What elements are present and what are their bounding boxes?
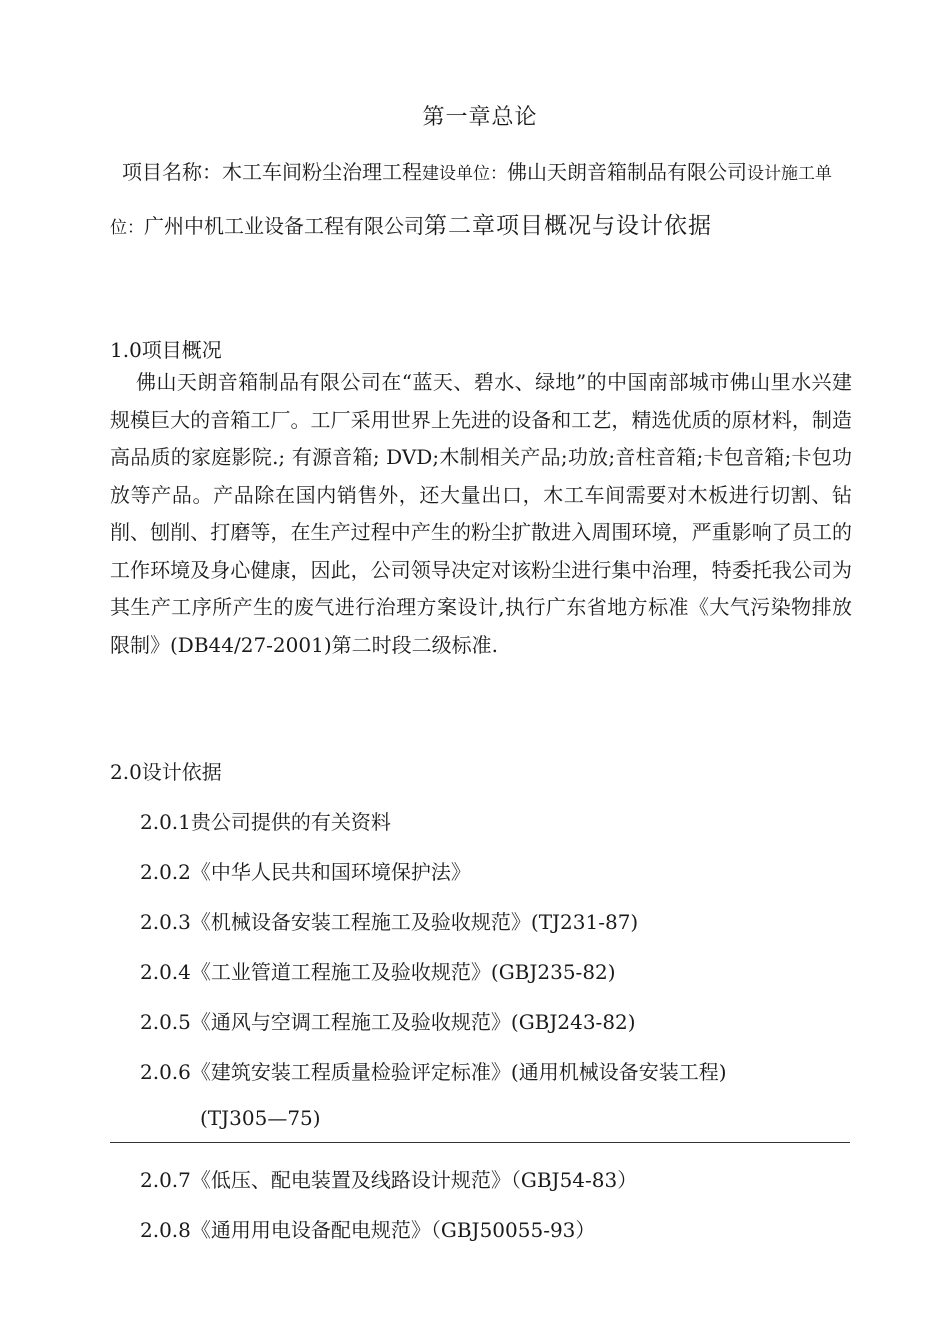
designer-name: 广州中机工业设备工程有限公司 xyxy=(144,214,424,238)
section-2-heading: 2.0设计依据 xyxy=(110,760,222,784)
reference-item: 2.0.5《通风与空调工程施工及验收规范》(GBJ243-82) xyxy=(140,1010,636,1034)
reference-item: 2.0.6《建筑安装工程质量检验评定标准》(通用机械设备安装工程) xyxy=(140,1060,727,1084)
builder-name: 佛山天朗音箱制品有限公司 xyxy=(507,160,747,184)
section-1-heading: 1.0项目概况 xyxy=(110,338,222,362)
horizontal-divider xyxy=(110,1142,850,1143)
designer-label-b: 计施工单位： xyxy=(110,164,832,238)
reference-item-continuation: (TJ305—75) xyxy=(200,1106,321,1130)
reference-item: 2.0.4《工业管道工程施工及验收规范》(GBJ235-82) xyxy=(140,960,616,984)
reference-item: 2.0.7《低压、配电装置及线路设计规范》（GBJ54-83） xyxy=(140,1168,638,1192)
project-info-paragraph xyxy=(110,146,850,254)
reference-item: 2.0.8《通用用电设备配电规范》（GBJ50055-93） xyxy=(140,1218,596,1242)
project-name: 木工车间粉尘治理工程 xyxy=(222,160,422,184)
reference-item: 2.0.1贵公司提供的有关资料 xyxy=(140,810,391,834)
reference-item: 2.0.3《机械设备安装工程施工及验收规范》(TJ231-87) xyxy=(140,910,639,934)
project-overview-paragraph: 佛山天朗音箱制品有限公司在“蓝天、碧水、绿地”的中国南部城市佛山里水兴建规模巨大的音箱工厂。工厂采用世界上先进的设备和工艺，精选优质的原材料，制造高品质的家庭影院.; 有源音箱; DVD;木制相关产品;功放;音柱音箱;卡包音箱;卡包功放等产品。产品除在国内销售外，还大量出口，木工车间需要对木板进行切割、钻削、刨削、打磨等，在生产过程中产生的粉尘扩散进入周围环境，严重影响了员工的工作环境及身心健康，因此，公司领导决定对该粉尘进行集中治理，特委托我公司为其生产工序所产生的废气进行治理方案设计,执行广东省地方标准《大气污染物排放限制》(DB44/27-2001)第二时段二级标准. xyxy=(110,370,852,657)
builder-label: 建设单位： xyxy=(422,164,507,184)
chapter-2-title: 第二章项目概况与设计依据 xyxy=(424,213,712,239)
project-name-label: 项目名称： xyxy=(122,160,222,184)
chapter-1-title: 第一章总论 xyxy=(422,105,538,130)
designer-label-a: 设 xyxy=(747,164,764,184)
reference-item: 2.0.2《中华人民共和国环境保护法》 xyxy=(140,860,471,884)
